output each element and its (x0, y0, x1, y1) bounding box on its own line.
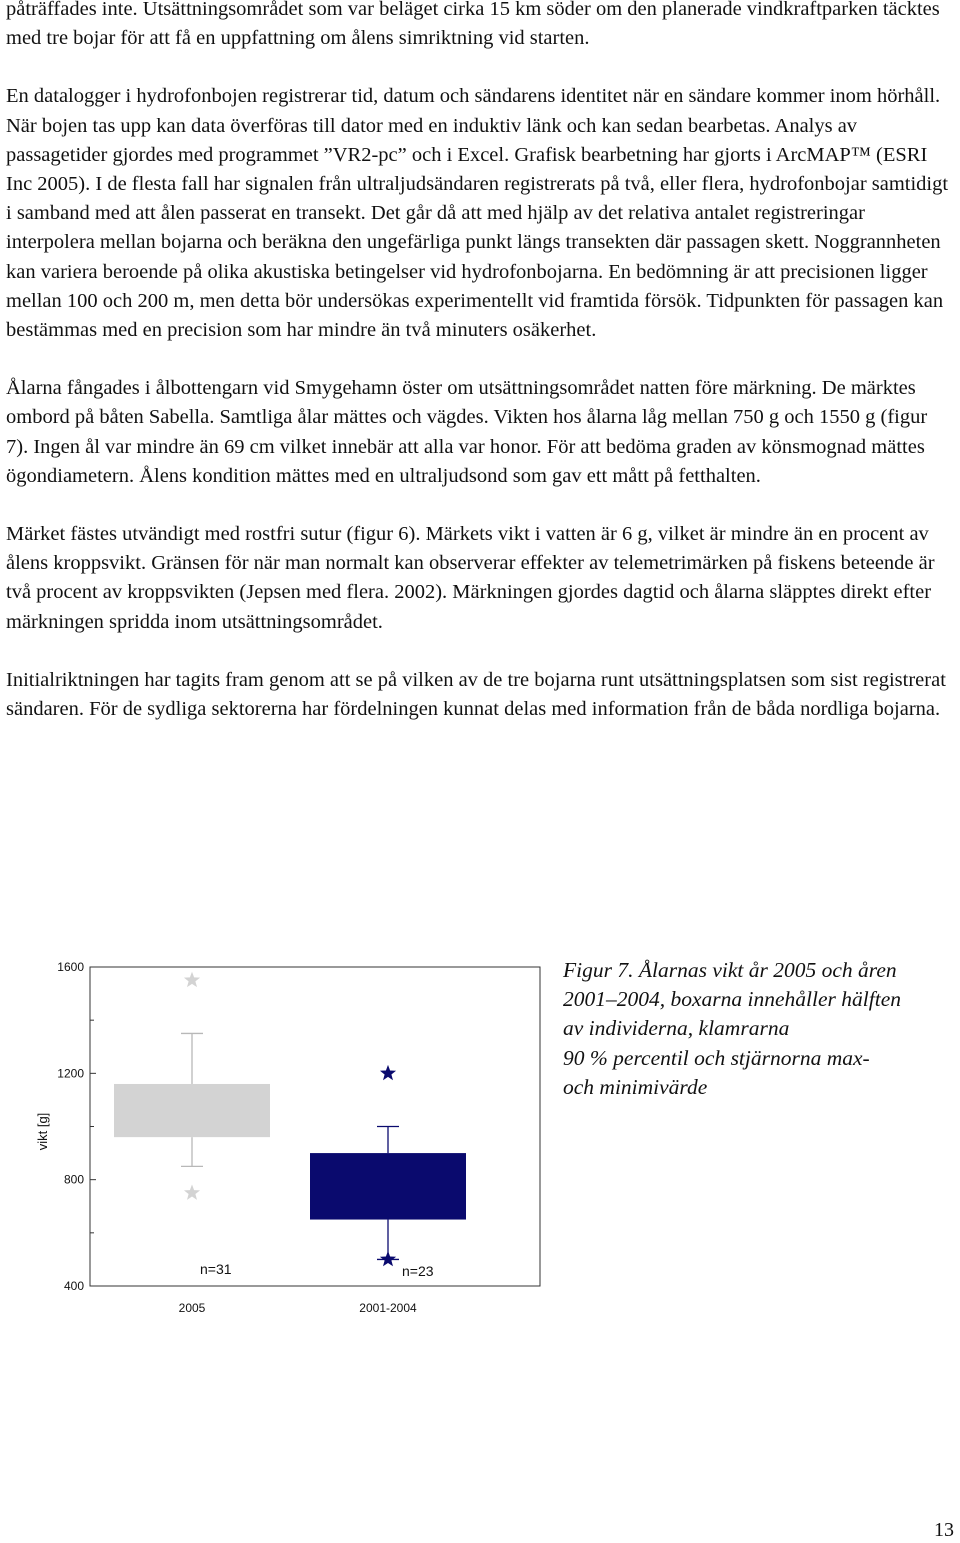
caption-line: 2001–2004, boxarna innehåller hälften (563, 987, 901, 1012)
figure-7-chart (20, 948, 560, 1328)
caption-line: och minimivärde (563, 1074, 708, 1099)
min-star-icon (184, 1184, 200, 1199)
body-text (6, 0, 954, 753)
paragraph: Märket fästes utvändigt med rostfri sutur (figur 6). Märkets vikt i vatten är 6 g, vilket är mindre än en procent av ålens kroppsvikt. Gränsen för när man normalt kan observerar effekter av telemetrimärken på fiskens beteende är två procent av kroppsvikten (Jepsen med flera. 2002). Märkningen gjordes dagtid och ålarna släpptes direkt efter märkningen spridda inom utsättningsområdet. (6, 523, 935, 633)
box-2005 (114, 1084, 270, 1137)
x-tick-label: 2001-2004 (359, 1301, 417, 1315)
n-label: n=23 (402, 1263, 434, 1279)
figure-caption (563, 956, 960, 1102)
page-number: 13 (934, 1519, 954, 1541)
n-label: n=31 (200, 1261, 232, 1277)
y-tick-label: 1600 (57, 960, 84, 974)
caption-line: Figur 7. Ålarnas vikt år 2005 och åren (563, 958, 897, 982)
caption-line: 90 % percentil och stjärnorna max- (563, 1045, 870, 1070)
x-tick-label: 2005 (178, 1301, 206, 1315)
plot-layer (35, 960, 540, 1315)
box-chart (20, 948, 560, 1328)
max-star-icon (380, 1065, 396, 1080)
box-2001-2004 (310, 1153, 466, 1219)
y-tick-label: 400 (63, 1279, 84, 1293)
paragraph: Ålarna fångades i ålbottengarn vid Smygehamn öster om utsättningsområdet natten före märkning. De märktes ombord på båten Sabella. Samtliga ålar mättes och vägdes. Vikten hos ålarna låg mellan 750 g och 1550 g (figur 7). Ingen ål var mindre än 69 cm vilket innebär att alla var honor. För att bedöma graden av könsmognad mättes ögondiametern. Ålens kondition mättes med en ultraljudsond som gav ett mått på fetthalten. (6, 377, 928, 487)
paragraph: Initialriktningen har tagits fram genom att se på vilken av de tre bojarna runt utsättningsplatsen som sist registrerat sändaren. För de sydliga sektorerna har fördelningen kunnat delas med information från de båda nordliga bojarna. (6, 668, 946, 721)
caption-line: av individerna, klamrarna (563, 1016, 790, 1041)
y-tick-label: 800 (63, 1172, 84, 1187)
paragraph: En datalogger i hydrofonbojen registrerar tid, datum och sändarens identitet när en sändare kommer inom hörhåll. När bojen tas upp kan data överföras till dator med en induktiv länk och kan sedan bearbetas. Analys av passagetider gjordes med programmet ”VR2-pc” och i Excel. Grafisk bearbetning har gjorts i ArcMAP™ (ESRI Inc 2005). I de flesta fall har signalen från ultraljudsändaren registrerats på två, eller flera, hydrofonbojar samtidigt i samband med att ålen passerat en transekt. Det går då att med hjälp av det relativa antalet registreringar interpolera mellan bojarna och beräkna den ungefärliga punkt längs transekten där passagen skett. Noggrannheten kan variera beroende på olika akustiska betingelser vid hydrofonbojarna. En bedömning är att precisionen ligger mellan 100 och 200 m, men detta bör undersökas experimentellt vid framtida försök. Tidpunkten för passagen kan bestämmas med en precision som har mindre än två minuters osäkerhet. (6, 85, 949, 342)
paragraph: påträffades inte. Utsättningsområdet som var beläget cirka 15 km söder om den planerade vindkraftparken täcktes med tre bojar för att få en uppfattning om ålens simriktning vid starten. (6, 0, 940, 50)
y-tick-label: 1200 (57, 1066, 84, 1081)
min-star-icon (380, 1251, 396, 1266)
y-axis-title: vikt [g] (35, 1112, 50, 1151)
max-star-icon (184, 972, 200, 987)
